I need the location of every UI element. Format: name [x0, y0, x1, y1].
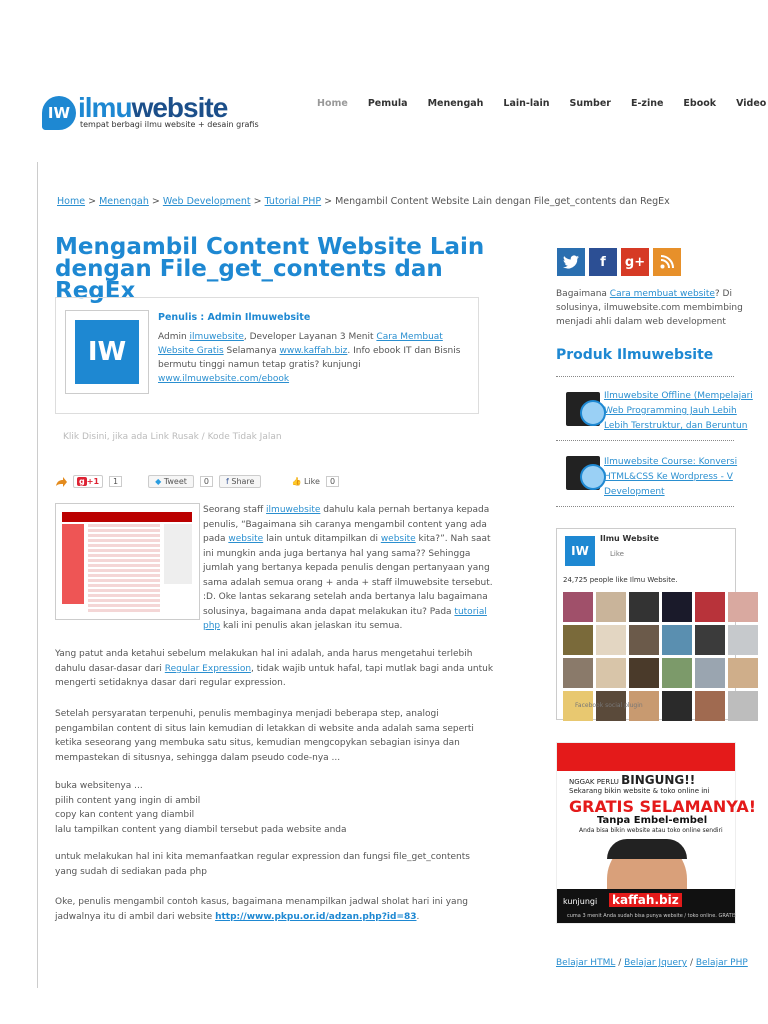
twitter-icon[interactable] [557, 248, 585, 276]
rss-icon[interactable] [653, 248, 681, 276]
p5-text-a: Oke, penulis mengambil contoh kasus, bagaimana menampilkan jadwal sholat hari ini yang jadwalnya itu di ambil dari website [55, 897, 468, 922]
fan-avatar[interactable] [728, 658, 758, 688]
p2-text-b: , tidak wajib untuk hafal, tapi mutlak bagi anda untuk mengerti setidaknya dasar dari regular expression. [55, 663, 494, 688]
fan-avatar[interactable] [662, 658, 692, 688]
ad-line-1a: NGGAK PERLU [569, 778, 622, 786]
p1-text-c: lain untuk ditampilkan di [263, 534, 381, 544]
bio-link-kaffah[interactable]: www.kaffah.biz [279, 346, 348, 356]
breadcrumb-current: Mengambil Content Website Lain dengan File_get_contents dan RegEx [335, 196, 670, 207]
p1-link-website-2[interactable]: website [380, 534, 416, 544]
fan-avatar[interactable] [728, 625, 758, 655]
bio-text-3: Selamanya [223, 346, 280, 356]
fan-avatar[interactable] [596, 658, 626, 688]
p1-link-tutorial-php[interactable]: tutorial php [203, 606, 487, 631]
breadcrumb-home[interactable]: Home [57, 196, 86, 207]
bio-link-ebook[interactable]: www.ilmuwebsite.com/ebook [158, 374, 290, 384]
google-plus-icon[interactable]: g+ [621, 248, 649, 276]
nav-video[interactable]: Video [736, 98, 767, 109]
product-link-1[interactable] [604, 389, 753, 434]
fan-avatar[interactable] [695, 691, 725, 721]
gplus-count: 1 [109, 476, 122, 487]
product-box-icon[interactable] [566, 456, 600, 490]
fb-like-button[interactable] [291, 477, 319, 486]
tweet-label: Tweet [163, 477, 187, 486]
bio-text-4: . Info ebook IT dan Bisnis bermutu tinggi namun tetap gratis? kunjungi [158, 346, 461, 370]
product-2-line[interactable]: Development [604, 487, 665, 497]
p1-link-website-1[interactable]: website [228, 534, 264, 544]
author-avatar [65, 310, 149, 394]
fan-avatar[interactable] [629, 592, 659, 622]
left-divider [37, 162, 38, 988]
paragraph-example [55, 895, 495, 924]
sidebar-intro-line1 [556, 287, 756, 301]
tweet-count: 0 [200, 476, 213, 487]
fan-avatar[interactable] [563, 592, 593, 622]
product-1-line[interactable]: Web Programming Jauh Lebih [604, 406, 737, 416]
paragraph-method: untuk melakukan hal ini kita memanfaatkan regular expression dan fungsi file_get_contents yang sudah di sediakan pada php [55, 852, 470, 877]
fb-like-button[interactable]: Like [610, 550, 624, 558]
fan-avatar[interactable] [728, 691, 758, 721]
ad-red-band [557, 743, 735, 771]
divider [556, 376, 734, 377]
gplus-icon: g [79, 477, 85, 486]
fan-avatar[interactable] [728, 592, 758, 622]
product-2-line[interactable]: Ilmuwebsite Course: Konversi [604, 457, 738, 467]
fan-avatar[interactable] [662, 592, 692, 622]
divider [556, 506, 734, 507]
breadcrumb: Home > Menengah > Web Development > Tutorial PHP > Mengambil Content Website Lain dengan File_get_contents dan RegEx [57, 196, 670, 207]
cd-icon [580, 464, 606, 490]
ad-line-1b: BINGUNG!! [621, 773, 696, 787]
product-box-icon[interactable] [566, 392, 600, 426]
logo-mark[interactable]: IW [42, 96, 76, 130]
fb-share-icon: f [226, 477, 229, 486]
author-bio [158, 330, 468, 386]
fan-avatar[interactable] [596, 592, 626, 622]
link-belajar-php[interactable]: Belajar PHP [695, 958, 748, 968]
fb-page-logo[interactable]: IW [565, 536, 595, 566]
sidebar-intro [556, 287, 756, 329]
bio-link-ilmuwebsite[interactable]: ilmuwebsite [189, 332, 244, 342]
sidebar-bottom-links: Belajar HTML / Belajar Jquery / Belajar PHP [556, 958, 748, 968]
kaffah-ad-banner[interactable] [556, 742, 757, 924]
nav-ezine[interactable]: E-zine [630, 98, 664, 109]
facebook-icon[interactable]: f [589, 248, 617, 276]
cd-icon [580, 400, 606, 426]
product-1-line[interactable]: Ilmuwebsite Offline (Mempelajari [604, 391, 753, 401]
product-2-line[interactable]: HTML&CSS Ke Wordpress - V [604, 472, 733, 482]
step-item: lalu tampilkan content yang diambil tersebut pada website anda [55, 824, 347, 835]
bio-text-2: , Developer Layanan 3 Menit [243, 332, 377, 342]
product-link-2[interactable] [604, 455, 738, 500]
gplus-label: +1 [86, 477, 100, 486]
pseudo-code-list [55, 779, 495, 837]
author-name: Penulis : Admin Ilmuwebsite [158, 312, 311, 323]
thumb-sidebar [62, 524, 84, 604]
ad-footnote: cuma 3 menit Anda sudah bisa punya website / toko online. GRATIS [567, 913, 737, 919]
broken-link-note[interactable]: Klik Disini, jika ada Link Rusak / Kode Tidak Jalan [63, 432, 282, 442]
like-count: 0 [326, 476, 339, 487]
bio-text-1: Admin [158, 332, 190, 342]
fan-avatar[interactable] [662, 625, 692, 655]
step-item: copy kan content yang diambil [55, 810, 195, 820]
fb-like-count: 24,725 people like Ilmu Website. [563, 576, 678, 584]
author-avatar-logo: IW [75, 320, 139, 384]
ad-line-4: Tanpa Embel-embel [597, 815, 708, 826]
product-1-line[interactable]: Lebih Terstruktur, dan Beruntun [604, 421, 748, 431]
logo-part1: ilmu [78, 92, 132, 123]
site-tagline: tempat berbagi ilmu website + desain grafis [80, 120, 259, 129]
step-item: pilih content yang ingin di ambil [55, 795, 201, 806]
fb-plugin-label: Facebook social plugin [575, 702, 643, 709]
share-bar [55, 475, 339, 488]
breadcrumb-menengah[interactable]: Menengah [99, 196, 149, 207]
p1-text-e: kali ini penulis akan jelaskan itu semua. [220, 621, 403, 631]
fan-avatar[interactable] [629, 658, 659, 688]
p5-link-pkpu[interactable]: http://www.pkpu.or.id/adzan.php?id=83 [215, 911, 417, 922]
bio-link-cara-membuat[interactable]: Cara Membuat Website Gratis [158, 332, 443, 356]
share-label: Share [231, 477, 255, 486]
fan-avatar[interactable] [563, 658, 593, 688]
main-nav [317, 98, 768, 109]
nav-menengah[interactable]: Menengah [427, 98, 484, 109]
ad-line-2: Sekarang bikin website & toko online ini [569, 787, 710, 795]
paragraph-steps-intro: Setelah persyaratan terpenuhi, penulis membaginya menjadi beberapa step, analogi pengambilan content di situs lain kemudian di letakkan di website anda adalah sama seperti ketika seseorang yang membuka satu situs, kemudian mengcopykan sebagian isinya dan mempastekan di situsnya, sehingga dalam pseudo code-nya ... [55, 709, 474, 763]
p2-text-a: Yang patut anda ketahui sebelum melakukan hal ini adalah, anda harus mengetahui terlebih dahulu dasar-dasar dari [55, 649, 473, 674]
thumbs-up-icon: 👍 [291, 477, 302, 486]
nav-pemula[interactable]: Pemula [367, 98, 408, 109]
tweet-button[interactable] [148, 475, 194, 488]
like-label: Like [303, 477, 320, 486]
produk-heading: Produk Ilmuwebsite [556, 347, 714, 363]
ad-kunjungi: kunjungi [563, 897, 598, 906]
fan-avatar[interactable] [596, 625, 626, 655]
sb-text-a: Bagaimana [556, 289, 610, 299]
breadcrumb-web-development[interactable]: Web Development [162, 196, 251, 207]
gplus-button[interactable] [73, 475, 103, 488]
p1-text-b: dahulu kala pernah bertanya kepada penulis, “Bagaimana sih caranya mengambil content yang ada pada [203, 505, 490, 544]
twitter-bird-icon: ◆ [155, 477, 162, 486]
nav-sumber[interactable]: Sumber [569, 98, 611, 109]
ad-line-3: GRATIS SELAMANYA! [569, 797, 757, 816]
ad-line-5: Anda bisa bikin website atau toko online sendiri [579, 827, 723, 834]
p5-text-b: . [416, 911, 420, 922]
thumb-header [62, 512, 192, 522]
article-screenshot-image [55, 503, 200, 620]
paragraph-intro [203, 503, 498, 634]
ad-line-1 [569, 773, 695, 787]
p1-link-ilmuwebsite[interactable]: ilmuwebsite [266, 505, 321, 515]
ad-person-hair [607, 839, 687, 859]
sidebar-intro-line2: solusinya, ilmuwebsite.com membimbing [556, 303, 743, 313]
p1-text-d: kita?”. Nah saat ini mungkin anda juga bertanya hal yang sama?? Sehingga jumlah yang bertanya kepada penulis dengan pertanyaan yang sama adalah semua orang + anda + staff ilmuwebsite tersebut. :D. Oke lantas sekarang setelah anda bertanya lalu bagaimana solusinya, bagaimana anda dapat melakukan itu? Pada [203, 534, 493, 617]
step-item: buka websitenya ... [55, 781, 143, 791]
link-belajar-jquery[interactable]: Belajar Jquery [624, 958, 688, 968]
link-belajar-html[interactable]: Belajar HTML [556, 958, 616, 968]
page-title: Mengambil Content Website Lain dengan File_get_contents dan RegEx [55, 234, 485, 304]
nav-lain-lain[interactable]: Lain-lain [503, 98, 550, 109]
social-icons [557, 248, 681, 276]
fan-avatar[interactable] [629, 625, 659, 655]
fb-share-button[interactable] [219, 475, 261, 488]
fan-avatar[interactable] [695, 625, 725, 655]
fan-avatar[interactable] [695, 658, 725, 688]
logo-part2: website [131, 92, 228, 123]
nav-ebook[interactable]: Ebook [683, 98, 717, 109]
paragraph-regex [55, 647, 495, 691]
fan-avatar[interactable] [662, 691, 692, 721]
breadcrumb-tutorial-php[interactable]: Tutorial PHP [264, 196, 322, 207]
thumb-table [88, 524, 160, 614]
fb-page-name[interactable]: Ilmu Website [600, 534, 659, 543]
ad-kaffah-logo: kaffah.biz [609, 893, 682, 907]
p1-text-a: Seorang staff [203, 505, 267, 515]
thumb-right [164, 524, 192, 584]
p2-link-regular-expression[interactable]: Regular Expression [164, 663, 252, 674]
divider [556, 440, 734, 441]
share-arrow-icon[interactable] [55, 476, 67, 488]
fan-avatar[interactable] [695, 592, 725, 622]
nav-home[interactable]: Home [317, 98, 348, 109]
fan-avatar[interactable] [563, 625, 593, 655]
sb-link-cara-membuat[interactable]: Cara membuat website [609, 289, 715, 299]
sb-text-b: ? Di [714, 289, 732, 299]
sidebar-intro-line3: menjadi ahli dalam web development [556, 317, 726, 327]
